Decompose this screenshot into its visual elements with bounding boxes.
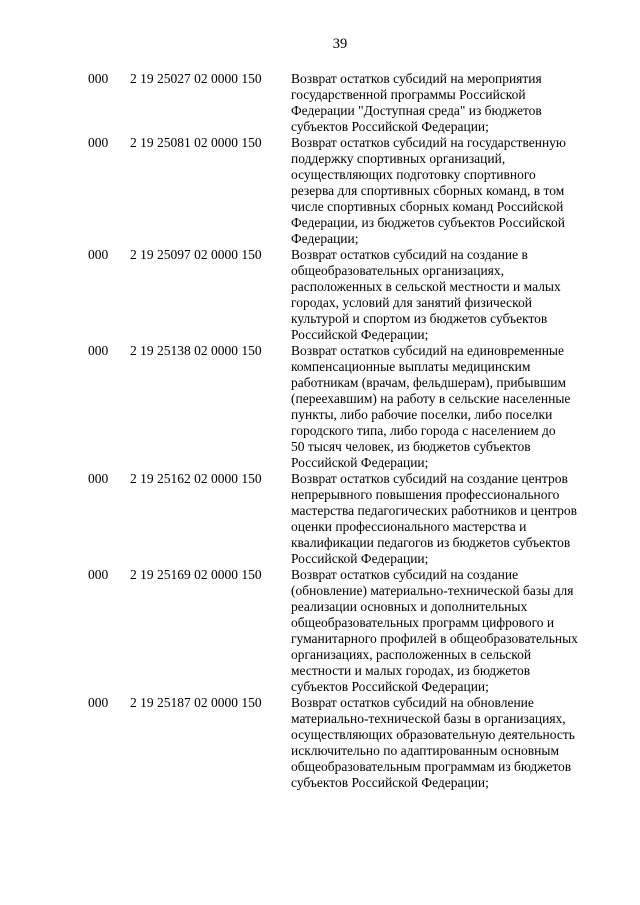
admin-code-cell: 000 [88,247,109,262]
table-row [0,343,640,471]
description-line: квалификации педагогов из бюджетов субъектов [291,535,571,550]
table-row [0,471,640,567]
description-line: Федерации; [291,231,359,246]
description-line: Возврат остатков субсидий на создание [291,567,519,582]
budget-classification-code-cell: 2 19 25169 02 0000 150 [130,567,262,582]
description-line: Федерации, из бюджетов субъектов Российской [291,215,565,230]
description-line: исключительно по адаптированным основным [291,743,559,758]
description-cell [291,343,596,471]
budget-classification-code-cell: 2 19 25097 02 0000 150 [130,247,262,262]
description-line: непрерывного повышения профессионального [291,487,560,502]
admin-code-cell: 000 [88,135,109,150]
description-line: компенсационные выплаты медицинским [291,359,531,374]
description-line: 50 тысяч человек, из бюджетов субъектов [291,439,531,454]
description-line: расположенных в сельской местности и малых [291,279,561,294]
table-row [0,135,640,247]
description-line: общеобразовательным программам из бюджетов [291,759,572,774]
description-cell [291,471,596,567]
description-line: Возврат остатков субсидий на обновление [291,695,534,710]
budget-classification-code-cell: 2 19 25138 02 0000 150 [130,343,262,358]
description-line: Возврат остатков субсидий на единовременные [291,343,564,358]
description-line: Возврат остатков субсидий на государственную [291,135,567,150]
admin-code-cell: 000 [88,343,109,358]
description-line: субъектов Российской Федерации; [291,119,489,134]
description-line: числе спортивных сборных команд Российской [291,199,564,214]
description-line: местности и малых городах, из бюджетов [291,663,531,678]
description-cell [291,71,596,135]
description-line: реализации основных и дополнительных [291,599,528,614]
admin-code-cell: 000 [88,567,109,582]
description-cell [291,247,596,343]
description-line: Российской Федерации; [291,327,429,342]
page-number: 39 [332,36,348,52]
description-line: работникам (врачам, фельдшерам), прибывшим [291,375,567,390]
description-line: культурой и спортом из бюджетов субъектов [291,311,548,326]
description-line: (обновление) материально-технической базы для [291,583,574,598]
table-row [0,247,640,343]
description-line: осуществляющих образовательную деятельность [291,727,575,742]
description-line: пункты, либо рабочие поселки, либо поселки [291,407,553,422]
budget-classification-code-cell: 2 19 25081 02 0000 150 [130,135,262,150]
description-line: Федерации "Доступная среда" из бюджетов [291,103,542,118]
admin-code-cell: 000 [88,471,109,486]
budget-classification-code-cell: 2 19 25162 02 0000 150 [130,471,262,486]
description-line: (переехавшим) на работу в сельские населенные [291,391,571,406]
description-line: государственной программы Российской [291,87,526,102]
description-line: поддержку спортивных организаций, [291,151,506,166]
table-row [0,567,640,695]
description-line: городского типа, либо города с населением до [291,423,556,438]
description-line: организациях, расположенных в сельской [291,647,532,662]
description-line: осуществляющих подготовку спортивного [291,167,536,182]
description-line: Российской Федерации; [291,455,429,470]
description-line: оценки профессионального мастерства и [291,519,527,534]
description-line: материально-технической базы в организациях, [291,711,566,726]
description-line: резерва для спортивных сборных команд, в том [291,183,565,198]
description-line: городах, условий для занятий физической [291,295,533,310]
description-cell [291,695,596,791]
budget-classification-code-cell: 2 19 25027 02 0000 150 [130,71,262,86]
description-line: субъектов Российской Федерации; [291,679,489,694]
table-row [0,695,640,791]
description-cell [291,135,596,247]
description-line: Российской Федерации; [291,551,429,566]
description-line: общеобразовательных организациях, [291,263,505,278]
budget-code-table [0,71,640,791]
description-line: субъектов Российской Федерации; [291,775,489,790]
table-row [0,71,640,135]
description-line: Возврат остатков субсидий на создание центров [291,471,568,486]
admin-code-cell: 000 [88,695,109,710]
description-cell [291,567,596,695]
description-line: Возврат остатков субсидий на мероприятия [291,71,542,86]
admin-code-cell: 000 [88,71,109,86]
budget-classification-code-cell: 2 19 25187 02 0000 150 [130,695,262,710]
description-line: мастерства педагогических работников и центров [291,503,578,518]
description-line: общеобразовательных программ цифрового и [291,615,555,630]
description-line: Возврат остатков субсидий на создание в [291,247,528,262]
description-line: гуманитарного профилей в общеобразовательных [291,631,578,646]
